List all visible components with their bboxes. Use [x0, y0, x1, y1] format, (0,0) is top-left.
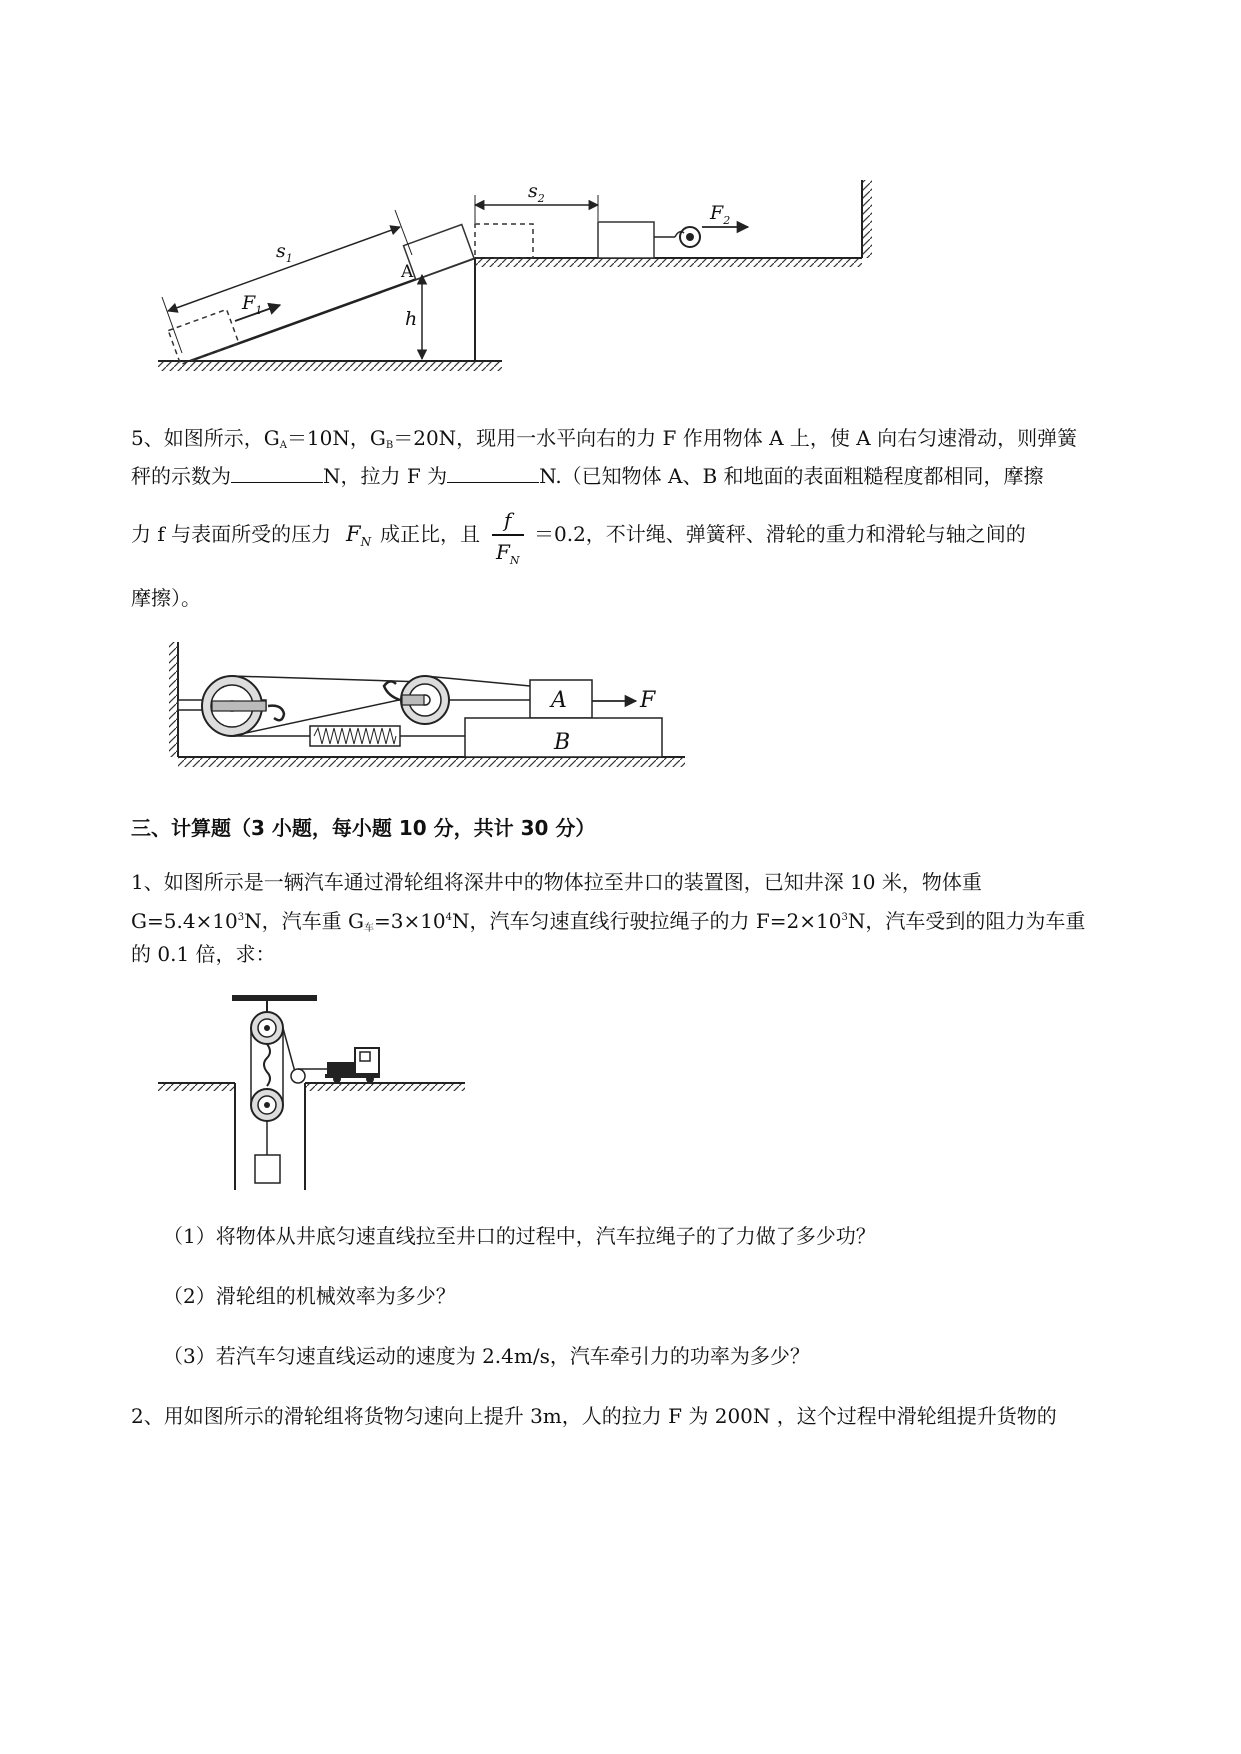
label-h: h	[405, 308, 418, 330]
q1-line2: $G=5.4\times 10^3N$，汽车重 $G_车=3\times 10^4N$，汽车匀速直线行驶拉绳子的力 $F=2\times 10^3N$，汽车受到的阻力为车重	[131, 909, 1086, 934]
label-F2: $F_2$	[710, 202, 731, 227]
q5-line3-b: 成正比，且	[380, 522, 480, 546]
q5-line2: 秤的示数为 N，拉力 F 为 N.（已知物体 A、B 和地面的表面粗糙程度都相同，摩擦	[131, 464, 1044, 488]
q2-line1: 2、用如图所示的滑轮组将货物匀速向上提升 3m，人的拉力 F 为 200N ，这个过程中滑轮组提升货物的	[131, 1404, 1057, 1428]
label-block-B: B	[554, 730, 571, 755]
q5-line1: 5、如图所示，$G_A=10N$，$G_B=20N$，现用一水平向右的力 F 作用物体 A 上，使 A 向右匀速滑动，则弹簧	[131, 426, 1078, 451]
label-force-F: F	[640, 688, 656, 713]
label-block-A: A	[551, 688, 567, 713]
q1-sub2: （2）滑轮组的机械效率为多少？	[163, 1284, 456, 1308]
figure-incline-table	[150, 175, 885, 385]
fraction-bar	[492, 534, 524, 536]
q5-line4: 摩擦）。	[131, 586, 201, 610]
label-F1: $F_1$	[242, 292, 263, 317]
ratio-numerator: f	[504, 508, 512, 532]
q1-sub1: （1）将物体从井底匀速直线拉至井口的过程中，汽车拉绳子的了力做了多少功？	[163, 1224, 876, 1248]
section-heading: 三、计算题（3 小题，每小题 10 分，共计 30 分）	[131, 816, 596, 840]
label-s1: $s_1$	[276, 240, 293, 265]
q1-line3: 的 0.1 倍，求：	[131, 942, 276, 966]
answer-blank-pull-force[interactable]	[447, 464, 539, 483]
q5-line3-a: 力 f 与表面所受的压力	[131, 522, 332, 546]
answer-blank-spring-reading[interactable]	[231, 464, 323, 483]
ratio-denominator: $F_N$	[496, 540, 520, 567]
label-s2: $s_2$	[528, 180, 545, 205]
figure-pulley-blocks	[160, 640, 690, 775]
figure-well-truck	[155, 990, 470, 1195]
label-A-incline: A	[401, 262, 414, 282]
q1-line1: 1、如图所示是一辆汽车通过滑轮组将深井中的物体拉至井口的装置图，已知井深 10 米，物体重	[131, 870, 982, 894]
fn-symbol: $F_N$	[346, 522, 372, 550]
q1-sub3: （3）若汽车匀速直线运动的速度为 2.4m/s，汽车牵引力的功率为多少？	[163, 1344, 810, 1368]
q5-line3-c: ＝0.2，不计绳、弹簧秤、滑轮的重力和滑轮与轴之间的	[534, 522, 1026, 546]
